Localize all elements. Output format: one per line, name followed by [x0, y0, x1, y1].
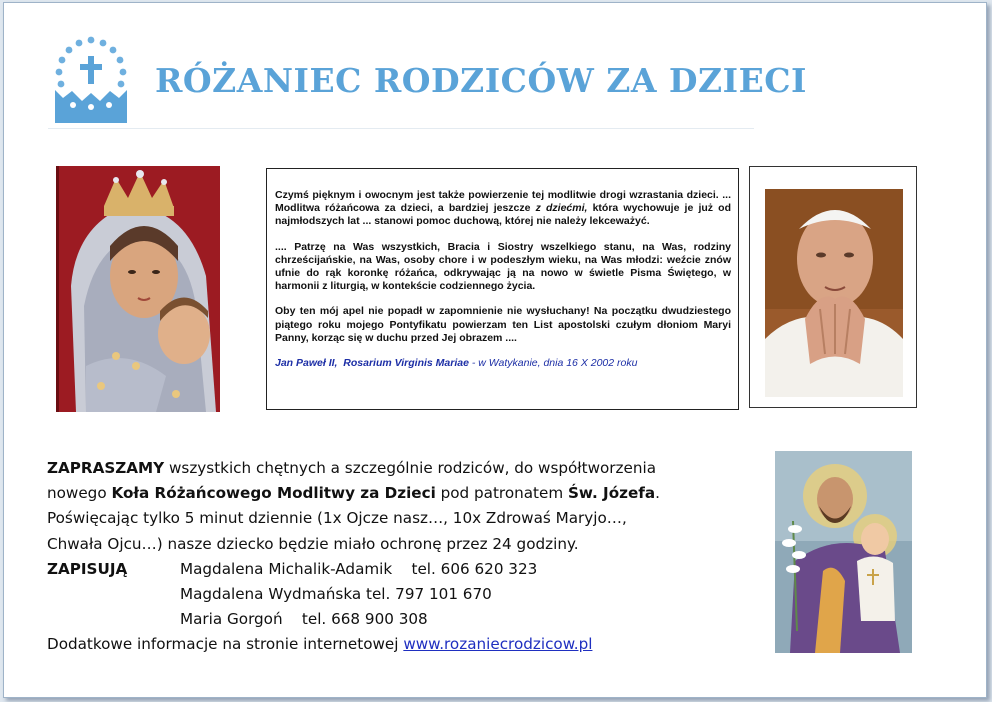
website-link[interactable]: www.rozaniecrodzicow.pl: [403, 635, 593, 654]
saint-joseph-icon-image: [775, 451, 912, 653]
quote-paragraph-1: Czymś pięknym i owocnym jest także powierzenie tej modlitwie drogi wzrastania dzieci. ... Modlitwa różańcowa za dzieci, a bardziej jeszcze z dziećmi, która wychowuje je już od najmłodszych lat ... stanowi pomoc duchową, której nie należy lekceważyć.: [275, 189, 731, 228]
madonna-icon-image: [56, 166, 220, 412]
page-title: RÓŻANIEC RODZICÓW ZA DZIECI: [155, 61, 807, 100]
header-divider: [48, 128, 754, 129]
invite-line-1: ZAPRASZAMY wszystkich chętnych a szczególnie rodziców, do współtworzenia: [47, 459, 657, 477]
invite-line-3: Poświęcając tylko 5 minut dziennie (1x Ojcze nasz…, 10x Zdrowaś Maryjo…,: [47, 509, 627, 528]
quote-paragraph-3: Oby ten mój apel nie popadł w zapomnienie nie wysłuchany! Na początku dwudziestego piątego roku mojego Pontyfikatu powierzam ten List apostolski czułym dłoniom Maryi Panny, korząc się w duchu przed Jej obrazem ....: [275, 305, 731, 344]
invite-line-2: nowego Koła Różańcowego Modlitwy za Dzieci pod patronatem Św. Józefa.: [47, 484, 660, 503]
quote-box: [266, 168, 739, 410]
contact-row-3: Maria Gorgoń tel. 668 900 308: [180, 610, 428, 629]
contact-row-2: Magdalena Wydmańska tel. 797 101 670: [180, 585, 492, 604]
quote-paragraph-2: .... Patrzę na Was wszystkich, Bracia i Siostry wszelkiego stanu, na Was, rodziny chrześcijańskie, na Was, osoby chore i w podeszłym wieku, na Was młodzi: weźcie znów ufnie do rąk koronkę różańca, odkrywając ją na nowo w świetle Pisma Świętego, w harmonii z liturgią, w kontekście codziennego życia.: [275, 240, 731, 293]
more-info-line: Dodatkowe informacje na stronie internetowej www.rozaniecrodzicow.pl: [47, 635, 593, 654]
contact-row-1: ZAPISUJĄ Magdalena Michalik-Adamik tel. 606 620 323: [47, 559, 538, 578]
quote-signature: Jan Paweł II, Rosarium Virginis Mariae - w Watykanie, dnia 16 X 2002 roku: [275, 357, 638, 370]
pope-portrait-icon: [765, 189, 903, 397]
pope-photo-frame: [749, 166, 917, 408]
flyer-page: [3, 2, 987, 698]
invite-line-4: Chwała Ojcu…) nasze dziecko będzie miało ochronę przez 24 godziny.: [47, 534, 579, 553]
invitation-text: [47, 456, 747, 658]
rosary-logo-icon: [52, 35, 130, 125]
